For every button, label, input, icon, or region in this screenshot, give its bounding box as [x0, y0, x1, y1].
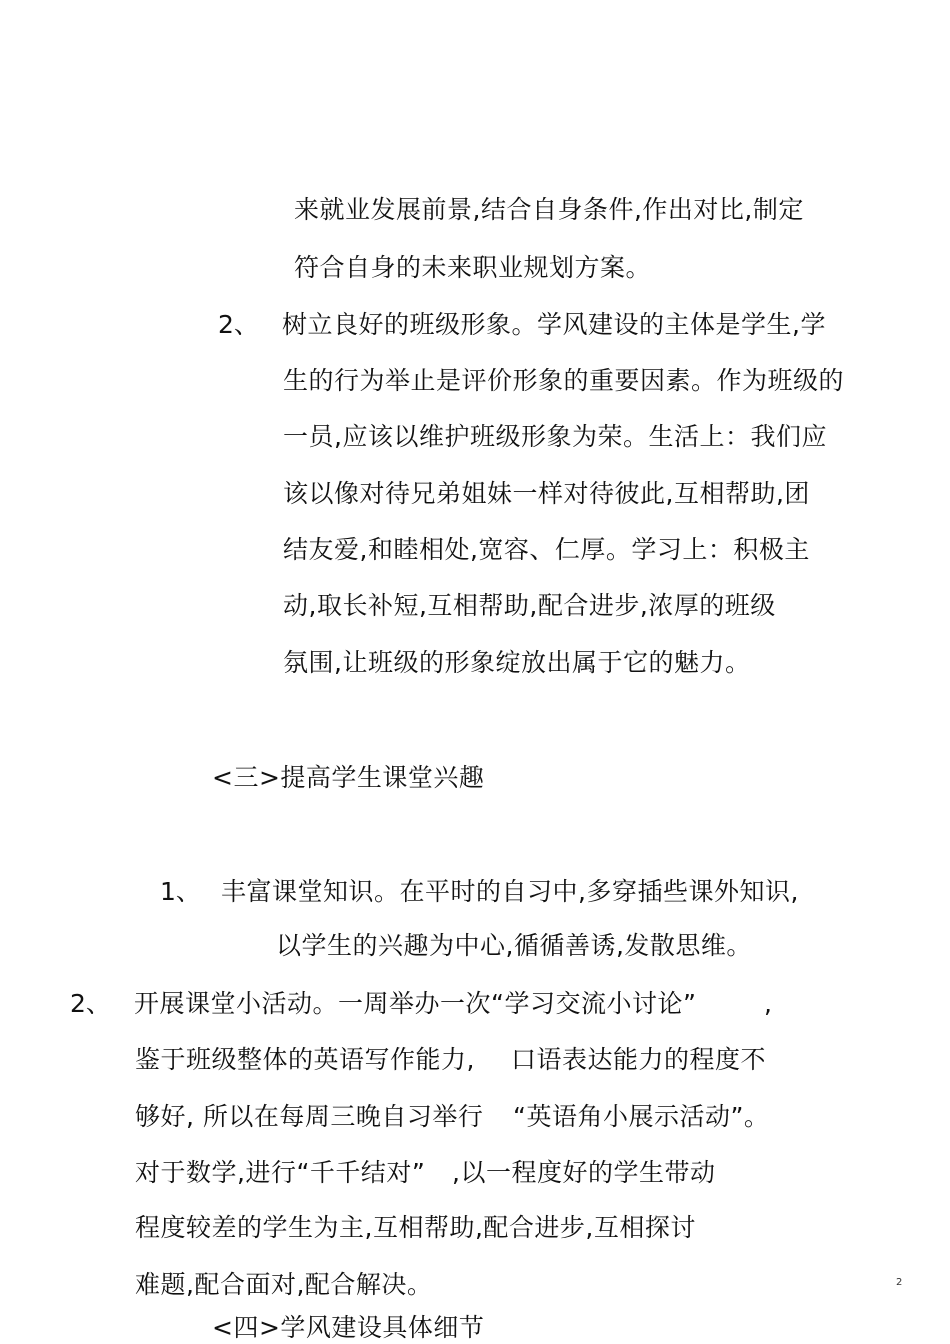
paragraph-line: 氛围,让班级的形象绽放出属于它的魅力。	[283, 648, 751, 677]
paragraph-line: 难题,配合面对,配合解决。	[135, 1270, 433, 1299]
section-heading: <四>学风建设具体细节	[212, 1313, 485, 1342]
paragraph-line: 开展课堂小活动。一周举办一次“学习交流小讨论”	[134, 989, 697, 1018]
paragraph-line: 树立良好的班级形象。学风建设的主体是学生,学	[282, 310, 826, 339]
paragraph-line: “英语角小展示活动”。	[513, 1102, 770, 1131]
section-heading: <三>提高学生课堂兴趣	[212, 763, 485, 792]
paragraph-line: 动,取长补短,互相帮助,配合进步,浓厚的班级	[283, 591, 776, 620]
paragraph-line: 来就业发展前景,结合自身条件,作出对比,制定	[294, 195, 804, 224]
paragraph-line: 鉴于班级整体的英语写作能力,	[135, 1045, 475, 1074]
list-number: 1、	[160, 877, 201, 906]
list-number: 2、	[70, 989, 111, 1018]
paragraph-line: 对于数学,进行“千千结对”	[135, 1158, 426, 1187]
paragraph-line: 一员,应该以维护班级形象为荣。生活上：我们应	[283, 422, 827, 451]
paragraph-line: 口语表达能力的程度不	[511, 1045, 767, 1074]
paragraph-line: 该以像对待兄弟姐妹一样对待彼此,互相帮助,团	[283, 479, 810, 508]
paragraph-line: 丰富课堂知识。在平时的自习中,多穿插些课外知识,	[221, 877, 799, 906]
page-number: 2	[896, 1277, 903, 1288]
paragraph-line: 够好, 所以在每周三晚自习举行	[135, 1102, 484, 1131]
paragraph-line: 以学生的兴趣为中心,循循善诱,发散思维。	[276, 931, 752, 960]
paragraph-line: 结友爱,和睦相处,宽容、仁厚。学习上：积极主	[283, 535, 810, 564]
list-number: 2、	[218, 310, 259, 339]
paragraph-line: ,以一程度好的学生带动	[452, 1158, 716, 1187]
paragraph-line: 符合自身的未来职业规划方案。	[294, 253, 652, 282]
paragraph-line: ,	[764, 989, 773, 1018]
paragraph-line: 程度较差的学生为主,互相帮助,配合进步,互相探讨	[135, 1213, 696, 1242]
paragraph-line: 生的行为举止是评价形象的重要因素。作为班级的	[283, 366, 845, 395]
